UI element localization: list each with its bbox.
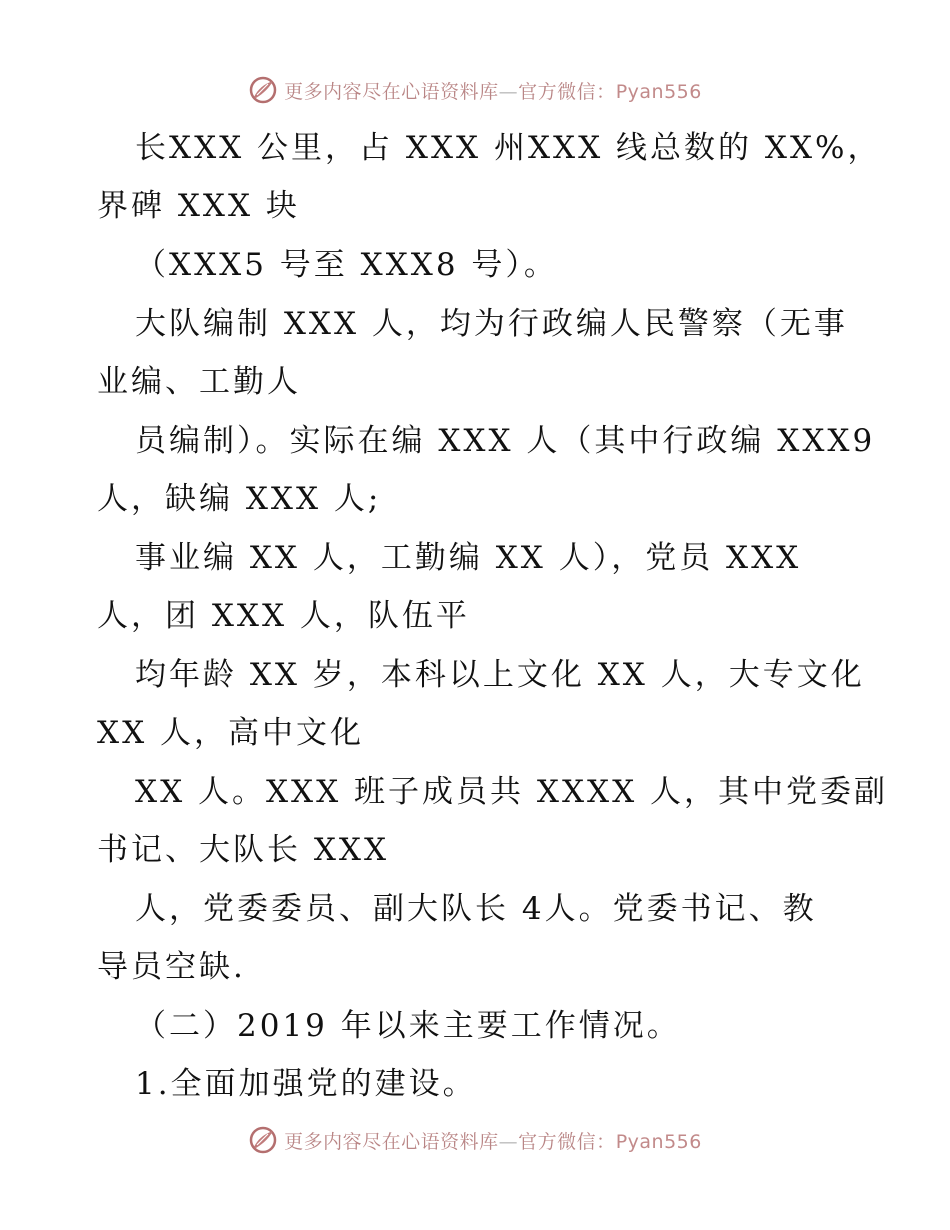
watermark-text-group (284, 1127, 702, 1154)
watermark-footer (0, 1120, 950, 1160)
text-line: 人，党委委员、副大队长 4人。党委书记、教 (135, 891, 817, 927)
text-line: 人，团 XXX 人，队伍平 (97, 598, 470, 634)
watermark-text: 更多内容尽在心语资料库 (284, 80, 499, 103)
text-line: 业编、工勤人 (97, 364, 301, 400)
watermark-label: 官方微信： (518, 1130, 616, 1153)
subsection-heading: 1.全面加强党的建设。 (135, 1066, 477, 1102)
text-line: XX 人，高中文化 (97, 715, 364, 751)
text-line: 大队编制 XXX 人，均为行政编人民警察（无事 (135, 306, 848, 342)
watermark-text: 更多内容尽在心语资料库 (284, 1130, 499, 1153)
text-line: 长XXX 公里，占 XXX 州XXX 线总数的 XX%， (135, 130, 882, 166)
text-line: XX 人。XXX 班子成员共 XXXX 人，其中党委副 (135, 774, 889, 810)
section-heading: （二）2019 年以来主要工作情况。 (135, 1008, 681, 1044)
text-line: 员编制）。实际在编 XXX 人（其中行政编 XXX9 (135, 423, 876, 459)
watermark-handle: Pyan556 (615, 80, 702, 103)
text-line: 界碑 XXX 块 (97, 188, 300, 224)
text-line: 导员空缺. (97, 949, 246, 985)
text-line: 均年龄 XX 岁，本科以上文化 XX 人，大专文化 (135, 657, 865, 693)
text-line: 人，缺编 XXX 人; (97, 481, 382, 517)
watermark-separator: — (498, 80, 519, 103)
text-line: （XXX5 号至 XXX8 号）。 (135, 247, 558, 283)
watermark-separator: — (498, 1130, 519, 1153)
watermark-handle: Pyan556 (615, 1130, 702, 1153)
text-line: 书记、大队长 XXX (97, 832, 390, 868)
watermark-label: 官方微信： (518, 80, 616, 103)
text-line: 事业编 XX 人，工勤编 XX 人），党员 XXX (135, 540, 802, 576)
pen-nib-logo-icon (248, 1125, 278, 1155)
